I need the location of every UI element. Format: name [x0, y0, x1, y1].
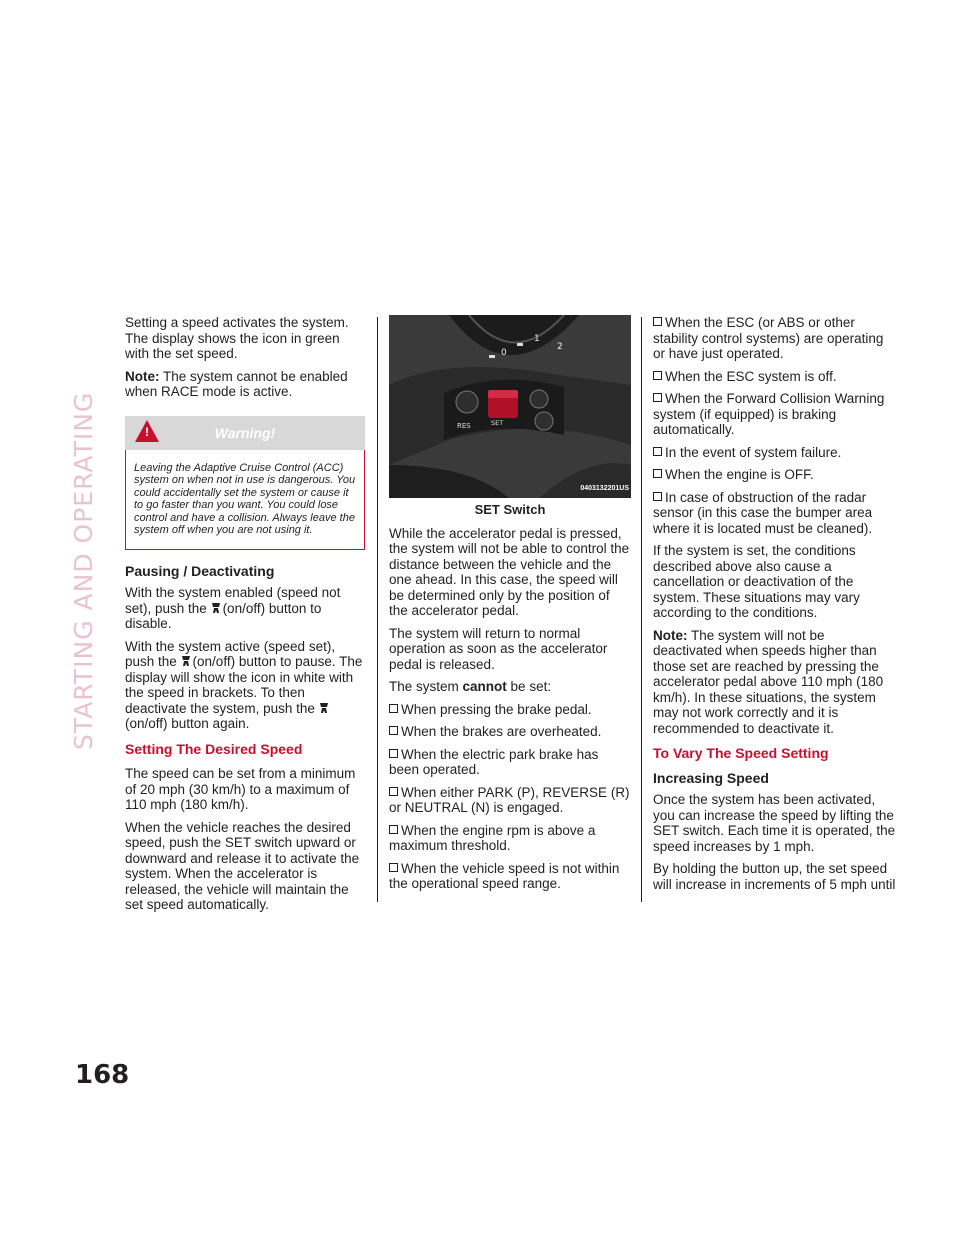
- paragraph: [125, 639, 365, 732]
- column-divider: [377, 317, 378, 902]
- checkbox-bullet-icon: [653, 469, 662, 478]
- checkbox-bullet-icon: [389, 726, 398, 735]
- list-item-text: When the vehicle speed is not within the operational speed range.: [389, 860, 620, 891]
- list-item: [389, 724, 631, 740]
- warning-title: Warning!: [214, 424, 276, 441]
- paragraph: By holding the button up, the set speed will increase in increments of 5 mph until: [653, 861, 896, 892]
- acc-icon: [319, 702, 329, 714]
- paragraph: When the vehicle reaches the desired speed, push the SET switch upward or downward and release it to activate the system. When the accelerator is released, the vehicle will maintain the set speed automatically.: [125, 819, 360, 912]
- heading-pausing: Pausing / Deactivating: [125, 562, 275, 579]
- list-item: [389, 861, 631, 892]
- list-item-text: When pressing the brake pedal.: [401, 701, 592, 717]
- svg-text:2: 2: [557, 342, 563, 352]
- svg-text:RES: RES: [457, 422, 471, 430]
- list-item: [389, 747, 631, 778]
- steering-wheel-photo: [389, 315, 631, 498]
- paragraph: [389, 679, 631, 695]
- text: (on/off) button to pause. The display will show the icon in white with the speed in brackets. To then deactivate the system, push the: [125, 654, 363, 716]
- list-item: [653, 445, 896, 461]
- acc-icon: [181, 655, 191, 667]
- svg-text:1: 1: [534, 334, 540, 344]
- checkbox-bullet-icon: [389, 825, 398, 834]
- warning-text: Leaving the Adaptive Cruise Control (ACC) system on when not in use is dangerous. You could accidentally set the system or cause it to go faster than you want. You could lose control and have a collision. Always leave the system off when you are not using it.: [125, 450, 365, 550]
- text: With the system enabled (speed not set), push the: [125, 585, 341, 616]
- heading-setting-speed: Setting The Desired Speed: [125, 740, 303, 757]
- list-item-text: When either PARK (P), REVERSE (R) or NEUTRAL (N) is engaged.: [389, 784, 630, 815]
- paragraph: The system will return to normal operation as soon as the accelerator pedal is released.: [389, 625, 608, 672]
- list-item-text: When the ESC (or ABS or other stability control systems) are operating or have just operated.: [653, 315, 884, 361]
- note-text: The system cannot be enabled when RACE mode is active.: [125, 368, 348, 399]
- list-item: [653, 369, 896, 385]
- text: The system: [389, 679, 463, 694]
- note-label: Note:: [125, 368, 160, 384]
- warning-header: [125, 416, 365, 450]
- paragraph: The speed can be set from a minimum of 20 mph (30 km/h) to a maximum of 110 mph (180 km/h).: [125, 766, 356, 812]
- heading-vary-speed: To Vary The Speed Setting: [653, 745, 829, 761]
- paragraph: If the system is set, the conditions described above also cause a cancellation or deactivation of the system. These situations may vary according to the conditions.: [653, 543, 860, 620]
- paragraph: [125, 585, 365, 632]
- column-1: [125, 315, 365, 920]
- list-item: [389, 823, 631, 854]
- note: [653, 628, 896, 737]
- checkbox-bullet-icon: [653, 371, 662, 380]
- list-item: [389, 785, 631, 816]
- figure-code: 0403132201US: [580, 484, 629, 492]
- column-3: [653, 315, 896, 899]
- checkbox-bullet-icon: [389, 704, 398, 713]
- list-item-text: When the engine is OFF.: [665, 467, 814, 482]
- list-item: [653, 315, 896, 362]
- checkbox-bullet-icon: [389, 863, 398, 872]
- checkbox-bullet-icon: [653, 492, 662, 501]
- list-item: [653, 467, 896, 483]
- checkbox-bullet-icon: [653, 393, 662, 402]
- list-item-text: In the event of system failure.: [665, 444, 842, 460]
- page-number: 168: [75, 1060, 130, 1090]
- checkbox-bullet-icon: [389, 749, 398, 758]
- checkbox-bullet-icon: [653, 447, 662, 456]
- paragraph: Setting a speed activates the system. The display shows the icon in green with the set speed.: [125, 315, 349, 361]
- acc-icon: [211, 602, 221, 614]
- text: (on/off) button to disable.: [125, 600, 322, 631]
- text: With the system active (speed set), push the: [125, 638, 336, 669]
- column-2: [389, 315, 631, 899]
- note: [125, 369, 365, 400]
- text: be set:: [506, 679, 552, 694]
- warning-icon: !: [135, 420, 159, 442]
- heading-increasing-speed: Increasing Speed: [653, 769, 769, 786]
- list-item-text: In case of obstruction of the radar sensor (in this case the bumper area where it is located must be cleaned).: [653, 489, 873, 536]
- checkbox-bullet-icon: [389, 787, 398, 796]
- paragraph: While the accelerator pedal is pressed, the system will not be able to control the distance between the vehicle and the one ahead. In this case, the speed will be determined only by the position of the accelerator pedal.: [389, 525, 630, 618]
- list-item-text: When the ESC system is off.: [665, 368, 837, 384]
- text: (on/off) button again.: [125, 716, 250, 731]
- list-item-text: When the engine rpm is above a maximum threshold.: [389, 822, 596, 853]
- paragraph: Once the system has been activated, you can increase the speed by lifting the SET switch. Each time it is operated, the speed increases by 1 mph.: [653, 792, 896, 854]
- note-label: Note:: [653, 627, 688, 643]
- set-switch-figure: [389, 315, 631, 498]
- list-item-text: When the brakes are overheated.: [401, 724, 602, 739]
- svg-text:0: 0: [501, 348, 507, 358]
- checkbox-bullet-icon: [653, 317, 662, 326]
- bold-text: cannot: [462, 679, 507, 694]
- list-item: [653, 391, 896, 438]
- list-item: [389, 702, 631, 718]
- list-item-text: When the Forward Collision Warning system (if equipped) is braking automatically.: [653, 391, 885, 437]
- section-title: STARTING AND OPERATING: [69, 391, 98, 750]
- list-item: [653, 490, 896, 537]
- note-text: The system will not be deactivated when speeds higher than those set are reached by pressing the accelerator pedal above 110 mph (180 km/h). In these situations, the system may not work correctly and it is recommended to deactivate it.: [653, 627, 884, 736]
- list-item-text: When the electric park brake has been operated.: [389, 746, 599, 777]
- figure-caption: SET Switch: [474, 502, 546, 517]
- column-divider: [641, 317, 642, 902]
- svg-text:SET: SET: [491, 419, 504, 427]
